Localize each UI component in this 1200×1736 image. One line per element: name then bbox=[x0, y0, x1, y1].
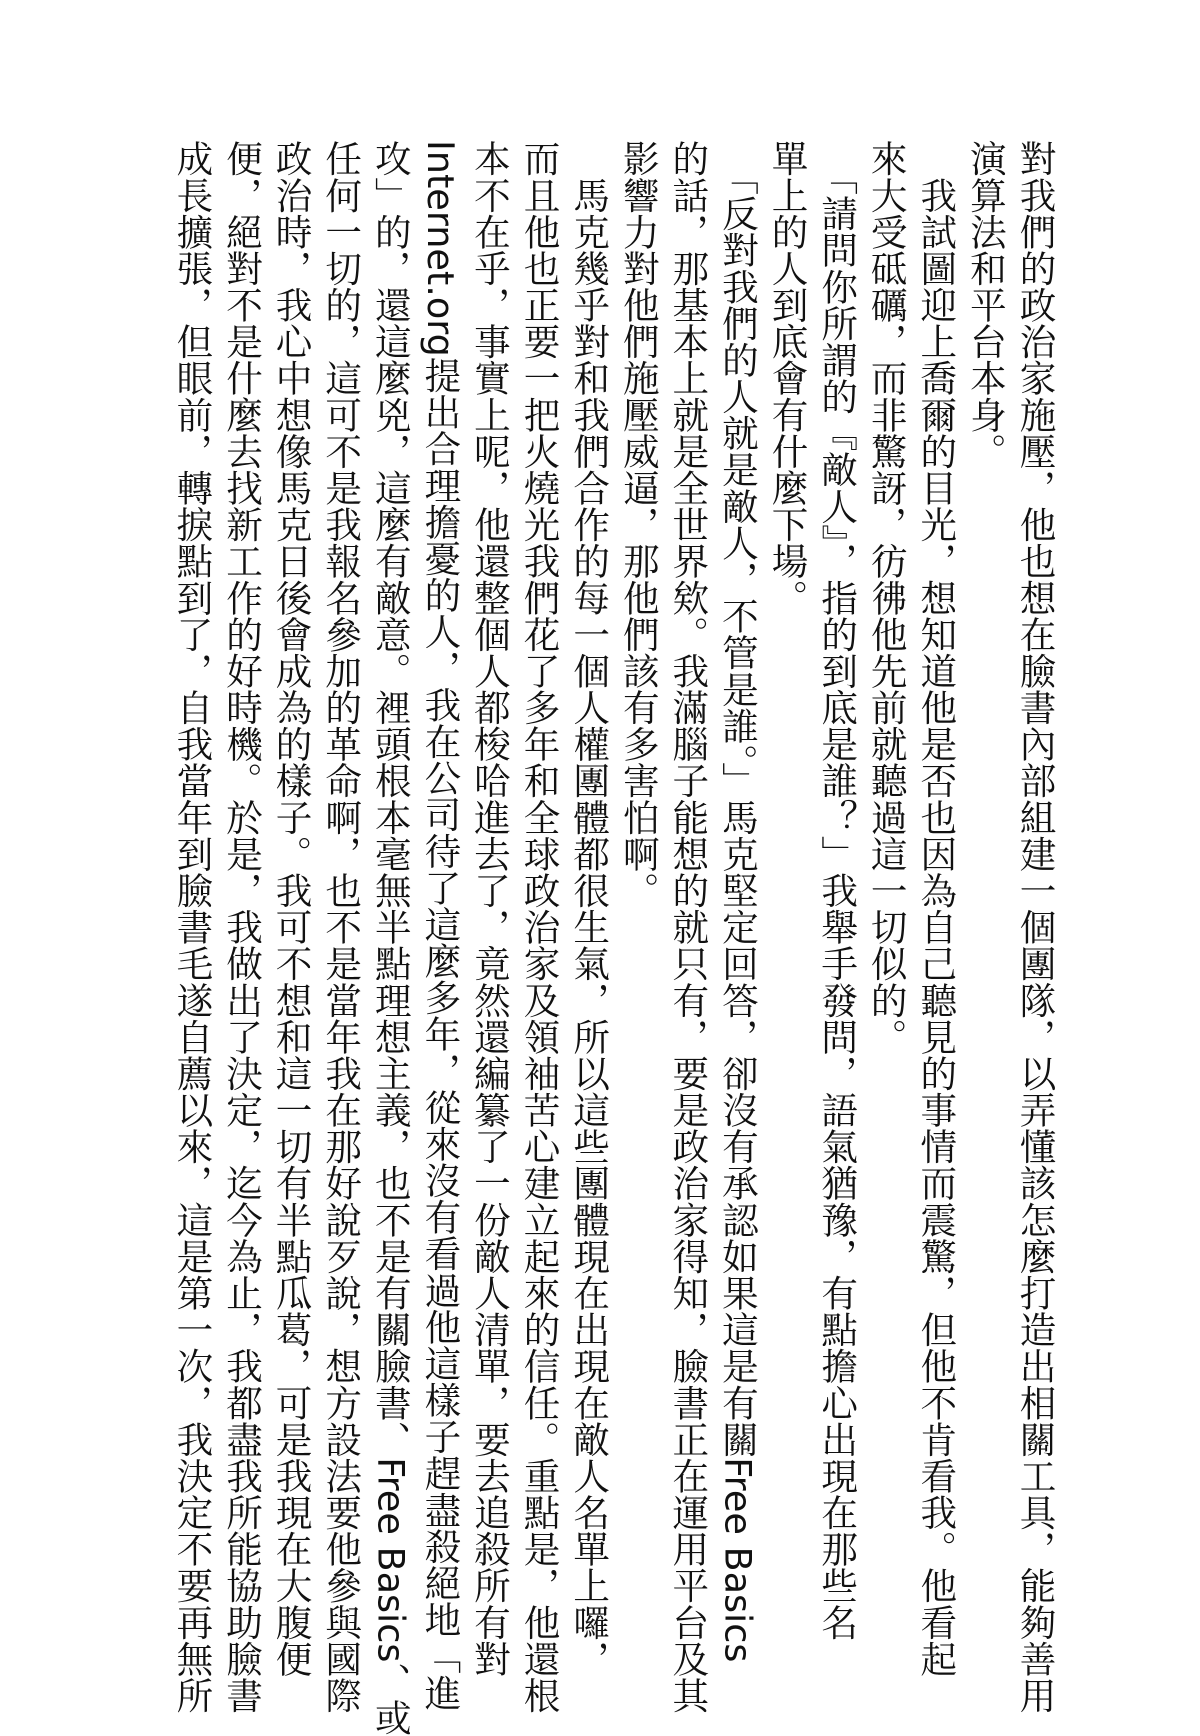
text-line-13: Internet.org提出合理擔憂的人，我在公司待了這麼多年，從來沒有看過他這樣子趕盡殺絕地「進 bbox=[418, 140, 462, 1711]
text-line-16: 政治時，我心中想像馬克日後會成為的樣子。我可不想和這一切有半點瓜葛，可是我現在大腹便 bbox=[270, 140, 314, 1677]
text-line-15: 任何一切的，這可不是我報名參加的革命啊，也不是當年我在那好說歹說，想方設法要他參與國際 bbox=[319, 140, 363, 1714]
text-line-17: 便，絕對不是什麼去找新工作的好時機。於是，我做出了決定，迄今為止，我都盡我所能協助臉書 bbox=[220, 140, 264, 1714]
text-line-11: 而且他也正要一把火燒光我們花了多年和全球政治家及領袖苦心建立起來的信任。重點是，他還根 bbox=[518, 140, 562, 1714]
text-line-1: 對我們的政治家施壓，他也想在臉書內部組建一個團隊，以弄懂該怎麼打造出相關工具，能夠善用 bbox=[1014, 140, 1057, 1714]
text-line-14: 攻」的，還這麼兇，這麼有敵意。裡頭根本毫無半點理想主義，也不是有關臉書、Free Basics、或 bbox=[369, 140, 413, 1736]
text-line-7: 「反對我們的人就是敵人，不管是誰。」馬克堅定回答，卻沒有承認如果這是有關Free Basics bbox=[716, 140, 760, 1663]
text-line-4: 來大受砥礪，而非驚訝，彷彿他先前就聽過這一切似的。 bbox=[865, 140, 909, 1055]
text-line-6: 單上的人到底會有什麼下場。 bbox=[766, 140, 810, 616]
text-line-8: 的話，那基本上就是全世界欸。我滿腦子能想的就只有，要是政治家得知，臉書正在運用平台及其 bbox=[666, 140, 710, 1714]
text-line-5: 「請問你所謂的『敵人』，指的到底是誰？」我舉手發問，語氣猶豫，有點擔心出現在那些名 bbox=[815, 140, 859, 1641]
text-line-12: 本不在乎，事實上呢，他還整個人都梭哈進去了，竟然還編纂了一份敵人清單，要去追殺所有對 bbox=[468, 140, 512, 1677]
text-line-9: 影響力對他們施壓威逼，那他們該有多害怕啊。 bbox=[617, 140, 661, 909]
text-line-2: 演算法和平台本身。 bbox=[964, 140, 1008, 470]
text-line-3: 我試圖迎上喬爾的目光，想知道他是否也因為自己聽見的事情而震驚，但他不肯看我。他看起 bbox=[914, 140, 958, 1677]
text-line-18: 成長擴張，但眼前，轉捩點到了，自我當年到臉書毛遂自薦以來，這是第一次，我決定不要再無所 bbox=[170, 140, 214, 1714]
text-line-10: 馬克幾乎對和我們合作的每一個人權團體都很生氣，所以這些團體現在出現在敵人名單上囉， bbox=[567, 140, 611, 1677]
vertical-text-body bbox=[130, 140, 1060, 1736]
